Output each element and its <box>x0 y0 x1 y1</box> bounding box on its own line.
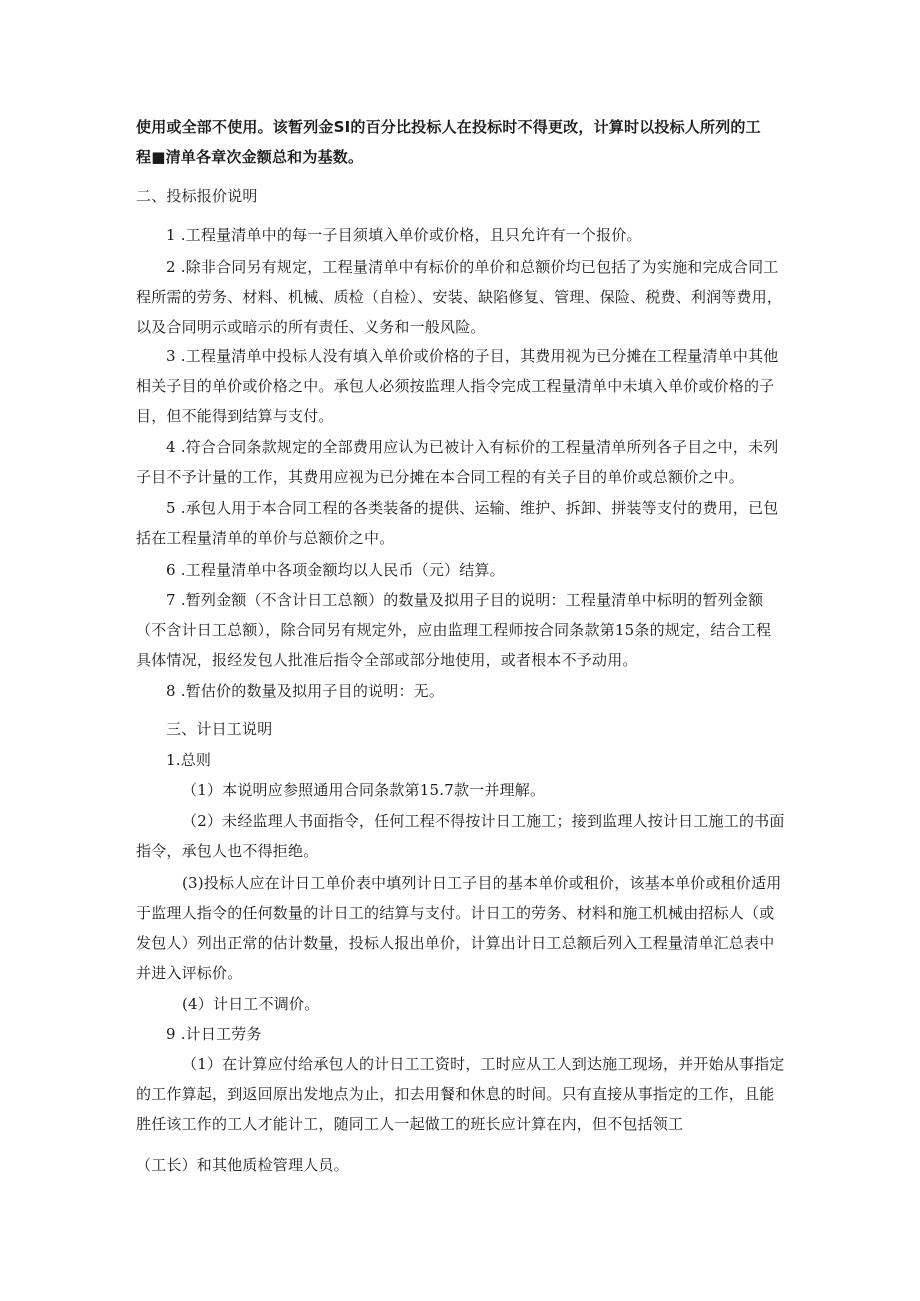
daywork-labour-title: 9 .计日工劳务 <box>166 1025 262 1043</box>
section-3-title: 三、计日工说明 <box>166 720 273 738</box>
intro-line-2: 程■清单各章次金额总和为基数。 <box>136 148 364 166</box>
daywork-labour-1: （1）在计算应付给承包人的计日工工资时，工时应从工人到达施工现场，并开始从事指定的工作算起，到返回原出发地点为止，扣去用餐和休息的时间。只有直接从事指定的工作，且能胜任该工作的工人才能计工，随同工人一起做工的班长应计算在内，但不包括领工 <box>136 1055 785 1133</box>
item-7: 7 .暂列金额（不含计日工总额）的数量及拟用子目的说明：工程量清单中标明的暂列金额（不含计日工总额），除合同另有规定外，应由监理工程师按合同条款第15条的规定，结合工程具体情况，报经发包人批准后指令全部或部分地使用，或者根本不予动用。 <box>136 591 772 669</box>
item-2: 2 .除非合同另有规定，工程量清单中有标价的单价和总额价均已包括了为实施和完成合同工程所需的劳务、材料、机械、质检（自检）、安装、缺陷修复、管理、保险、税费、利润等费用，以及合同明示或暗示的所有责任、义务和一般风险。 <box>136 258 783 336</box>
general-1: （1）本说明应参照通用合同条款第15.7款一并理解。 <box>182 781 546 799</box>
item-4: 4 .符合合同条款规定的全部费用应认为已被计入有标价的工程量清单所列各子目之中，未列子目不予计量的工作，其费用应视为已分摊在本合同工程的有关子目的单价或总额价之中。 <box>136 438 779 486</box>
intro-line-1: 使用或全部不使用。该暂列金SI的百分比投标人在投标时不得更改，计算时以投标人所列的工 <box>136 118 761 136</box>
section-2-title: 二、投标报价说明 <box>136 187 258 205</box>
item-1: 1 .工程量清单中的每一子目须填入单价或价格，且只允许有一个报价。 <box>166 226 642 244</box>
general-4: (4）计日工不调价。 <box>182 995 320 1013</box>
item-5: 5 .承包人用于本合同工程的各类装备的提供、运输、维护、拆卸、拼装等支付的费用，已包括在工程量清单的单价与总额价之中。 <box>136 499 779 547</box>
general-title: 1.总则 <box>166 751 212 769</box>
item-8: 8 .暂估价的数量及拟用子目的说明：无。 <box>166 682 445 700</box>
item-6: 6 .工程量清单中各项金额均以人民币（元）结算。 <box>166 561 505 579</box>
daywork-labour-1-end: （工长）和其他质检管理人员。 <box>136 1156 349 1174</box>
general-3: (3)投标人应在计日工单价表中填列计日工子目的基本单价或租价，该基本单价或租价适用于监理人指令的任何数量的计日工的结算与支付。计日工的劳务、材料和施工机械由招标人（或发包人）列出正常的估计数量，投标人报出单价，计算出计日工总额后列入工程量清单汇总表中并进入评标价。 <box>136 874 782 982</box>
general-2: （2）未经监理人书面指令，任何工程不得按计日工施工；接到监理人按计日工施工的书面指令，承包人也不得拒绝。 <box>136 812 785 860</box>
item-3: 3 .工程量清单中投标人没有填入单价或价格的子目，其费用视为已分摊在工程量清单中其他相关子目的单价或价格之中。承包人必须按监理人指令完成工程量清单中未填入单价或价格的子目，但不能得到结算与支付。 <box>136 347 779 425</box>
